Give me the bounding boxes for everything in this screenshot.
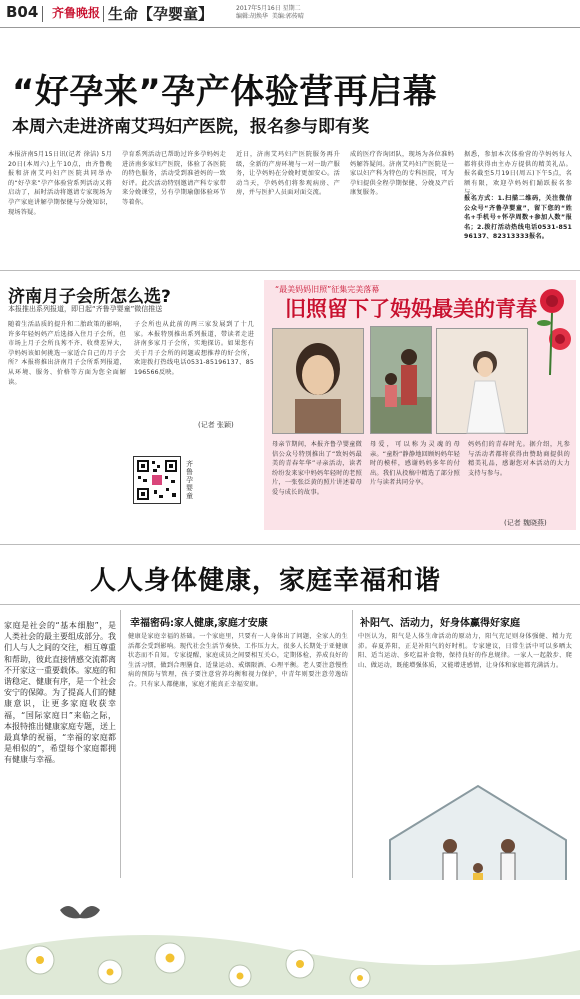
mother-child-photo [370, 326, 432, 434]
rose-decoration [530, 285, 576, 375]
mother-portrait-photo [272, 328, 364, 434]
lead-column-2: 孕育系列活动已帮助过许多孕妈妈走进济南多家妇产医院，体验了各医院的特色服务，活动受到准爸妈的一致好评。此次活动特别邀请产科专家带来分娩课堂，另有孕期瑜伽体验环节等着你。 [122, 151, 226, 206]
bride-photo [436, 328, 528, 434]
feature-right-title: 补阳气、活动力，好身体赢得好家庭 [360, 618, 520, 629]
qr-code[interactable] [133, 456, 181, 504]
page-number: B04 [6, 3, 39, 21]
masthead-divider [103, 6, 104, 22]
feature-right-text: 中医认为，阳气是人体生命活动的原动力，阳气充足则身体强健、精力充沛。春夏养阳，正是补阳气的好时机。专家建议，日常生活中可以多晒太阳、适当运动、多吃温补食物，保持良好的作息规律。一家人一起散步、爬山、做运动，既能增强体质，又能增进感情，让身体和家庭都充满活力。 [358, 633, 572, 669]
nostalgia-column-2: 母爱，可以称为灵魂的母亲。“童粉”静静地回顾妈妈年轻时的模样，感谢妈妈多年的付出。我们从投稿中精选了部分照片与读者共同分享。 [370, 441, 460, 487]
feature-intro: 家庭是社会的“基本细胞”，是人类社会的最主要组成部分。我们人与人之间的交往，相互尊重和帮助，彼此直接情感交流都离不开家这一重要载体。家庭的和谐稳定、健康有序，是一个社会安宁的保障。为了提高人们的健康意识，让更多家庭收获幸福，“国际家庭日”来临之际，本报特推出健康家庭专题，送上最真挚的祝福，“幸福的家庭都是相似的”，希望每个家庭都拥有健康与幸福。 [4, 621, 116, 765]
masthead-rule [0, 27, 580, 28]
yuezi-subtitle: 本报推出系列报道，即日起“齐鲁孕婴童”微信推送 [8, 305, 163, 313]
masthead-meta [236, 5, 304, 21]
lead-signup-info: 报名方式：1.扫描二维码，关注微信公众号“齐鲁孕婴童”，留下您的“姓名+手机号+怀孕周数+参加人数”报名；2.拨打活动热线电话0531-85196137、82313333报名。 [464, 195, 572, 241]
column-divider [120, 610, 121, 878]
nostalgia-reporter: (记者 魏晓燕) [504, 519, 547, 527]
yuezi-title: 济南月子会所怎么选? [8, 287, 171, 307]
section-divider [0, 604, 580, 605]
nostalgia-kicker: “最美妈妈旧照”征集完美落幕 [275, 285, 380, 294]
lead-subheadline: 本周六走进济南艾玛妇产医院，报名参与即有奖 [12, 117, 369, 137]
lead-column-3: 近日，济南艾玛妇产医院服务再升级，全新的产房环境与一对一助产服务，让孕妈妈在分娩时更加安心。活动当天，孕妈妈们将参观病房、产房，并与医护人员面对面交流。 [236, 151, 340, 197]
editor-credit: 编辑:胡焕华 [236, 13, 269, 20]
column-divider [352, 610, 353, 878]
newspaper-name: 齐鲁晚报 [52, 6, 101, 20]
qr-label: 齐鲁孕婴童 [186, 460, 193, 500]
feature-banner: 人人身体健康，家庭幸福和谐 [90, 566, 442, 596]
yuezi-column-1: 随着生活品质的提升和二胎政策的影响，许多年轻妈妈产后选择入住月子会所，但市场上月子会所良莠不齐、收费差异大，孕妈妈该如何挑选一家适合自己的月子会所？本报将推出济南月子会所系列报道，从环境、服务、价格等方面为您全面解读。 [8, 321, 126, 386]
yuezi-column-2: 子会所也从此前的两三家发展到了十几家。本报特别推出系列报道，带读者走进济南多家月子会所，实地探访。如果您有关于月子会所的问题或想推荐的好会所，欢迎拨打热线电话0531-85196137、85196566反映。 [134, 321, 254, 376]
feature-mid-text: 健康是家庭幸福的基础。一个家庭里，只要有一人身体出了问题，全家人的生活都会受到影响。现代社会生活节奏快、工作压力大，很多人长期处于亚健康状态而不自知。专家提醒，家庭成员之间要相互关心，定期体检，养成良好的生活习惯，做到合理膳食、适量运动、戒烟限酒、心理平衡。老人要注意慢性病的预防与管理，孩子要注意营养均衡和视力保护，中青年则要注意劳逸结合。只有家人都健康，家庭才能真正幸福安康。 [128, 633, 348, 688]
nostalgia-column-1: 母亲节期间，本报齐鲁孕婴童微信公众号特别推出了“致妈妈最美的青春年华”寻亲活动，读者纷纷发来家中妈妈年轻时的老照片，一张张泛黄的照片讲述着母爱与成长的故事。 [272, 441, 362, 496]
issue-date: 2017年5月16日 星期二 [236, 5, 301, 12]
lead-column-4: 成的医疗咨询团队，现场为各位准妈妈解答疑问。济南艾玛妇产医院是一家以妇产科为特色的专科医院，可为孕妇提供全程孕期保健、分娩及产后康复服务。 [350, 151, 454, 197]
section-name: 生命【孕婴童】 [108, 5, 214, 23]
lead-headline: “好孕来”孕产体验营再启幕 [12, 72, 438, 112]
nostalgia-column-3: 妈妈们的青春时光。据介绍，凡参与活动者都将获得由赞助商提供的精美礼品，感谢您对本活动的大力支持与参与。 [468, 441, 570, 477]
masthead-divider [42, 6, 43, 22]
yuezi-reporter: (记者 张颖) [198, 421, 234, 429]
daisy-field-illustration [0, 880, 580, 995]
lead-column-1: 本报济南5月15日讯(记者 徐洁) 5月20日(本周六)上午10点，由齐鲁晚报和济南艾玛妇产医院共同举办的“好孕来”孕产体验营系列活动又将启动了，届时活动将邀请专家现场为孕产家庭讲解孕期保健与分娩知识，现场答疑。 [8, 151, 112, 216]
section-divider [0, 270, 580, 271]
designer-credit: 美编:郭传晴 [271, 13, 304, 20]
nostalgia-title: 旧照留下了妈妈最美的青春 [285, 297, 537, 321]
lead-column-5: 据悉，参加本次体验营的孕妈妈每人都将获得由主办方提供的精美礼品。报名截至5月19日(周五)下午5点，名额有限，欢迎孕妈妈们踊跃报名参与。 [464, 151, 572, 197]
section-divider [0, 544, 580, 545]
feature-mid-title: 幸福密码:家人健康,家庭才安康 [130, 618, 268, 629]
